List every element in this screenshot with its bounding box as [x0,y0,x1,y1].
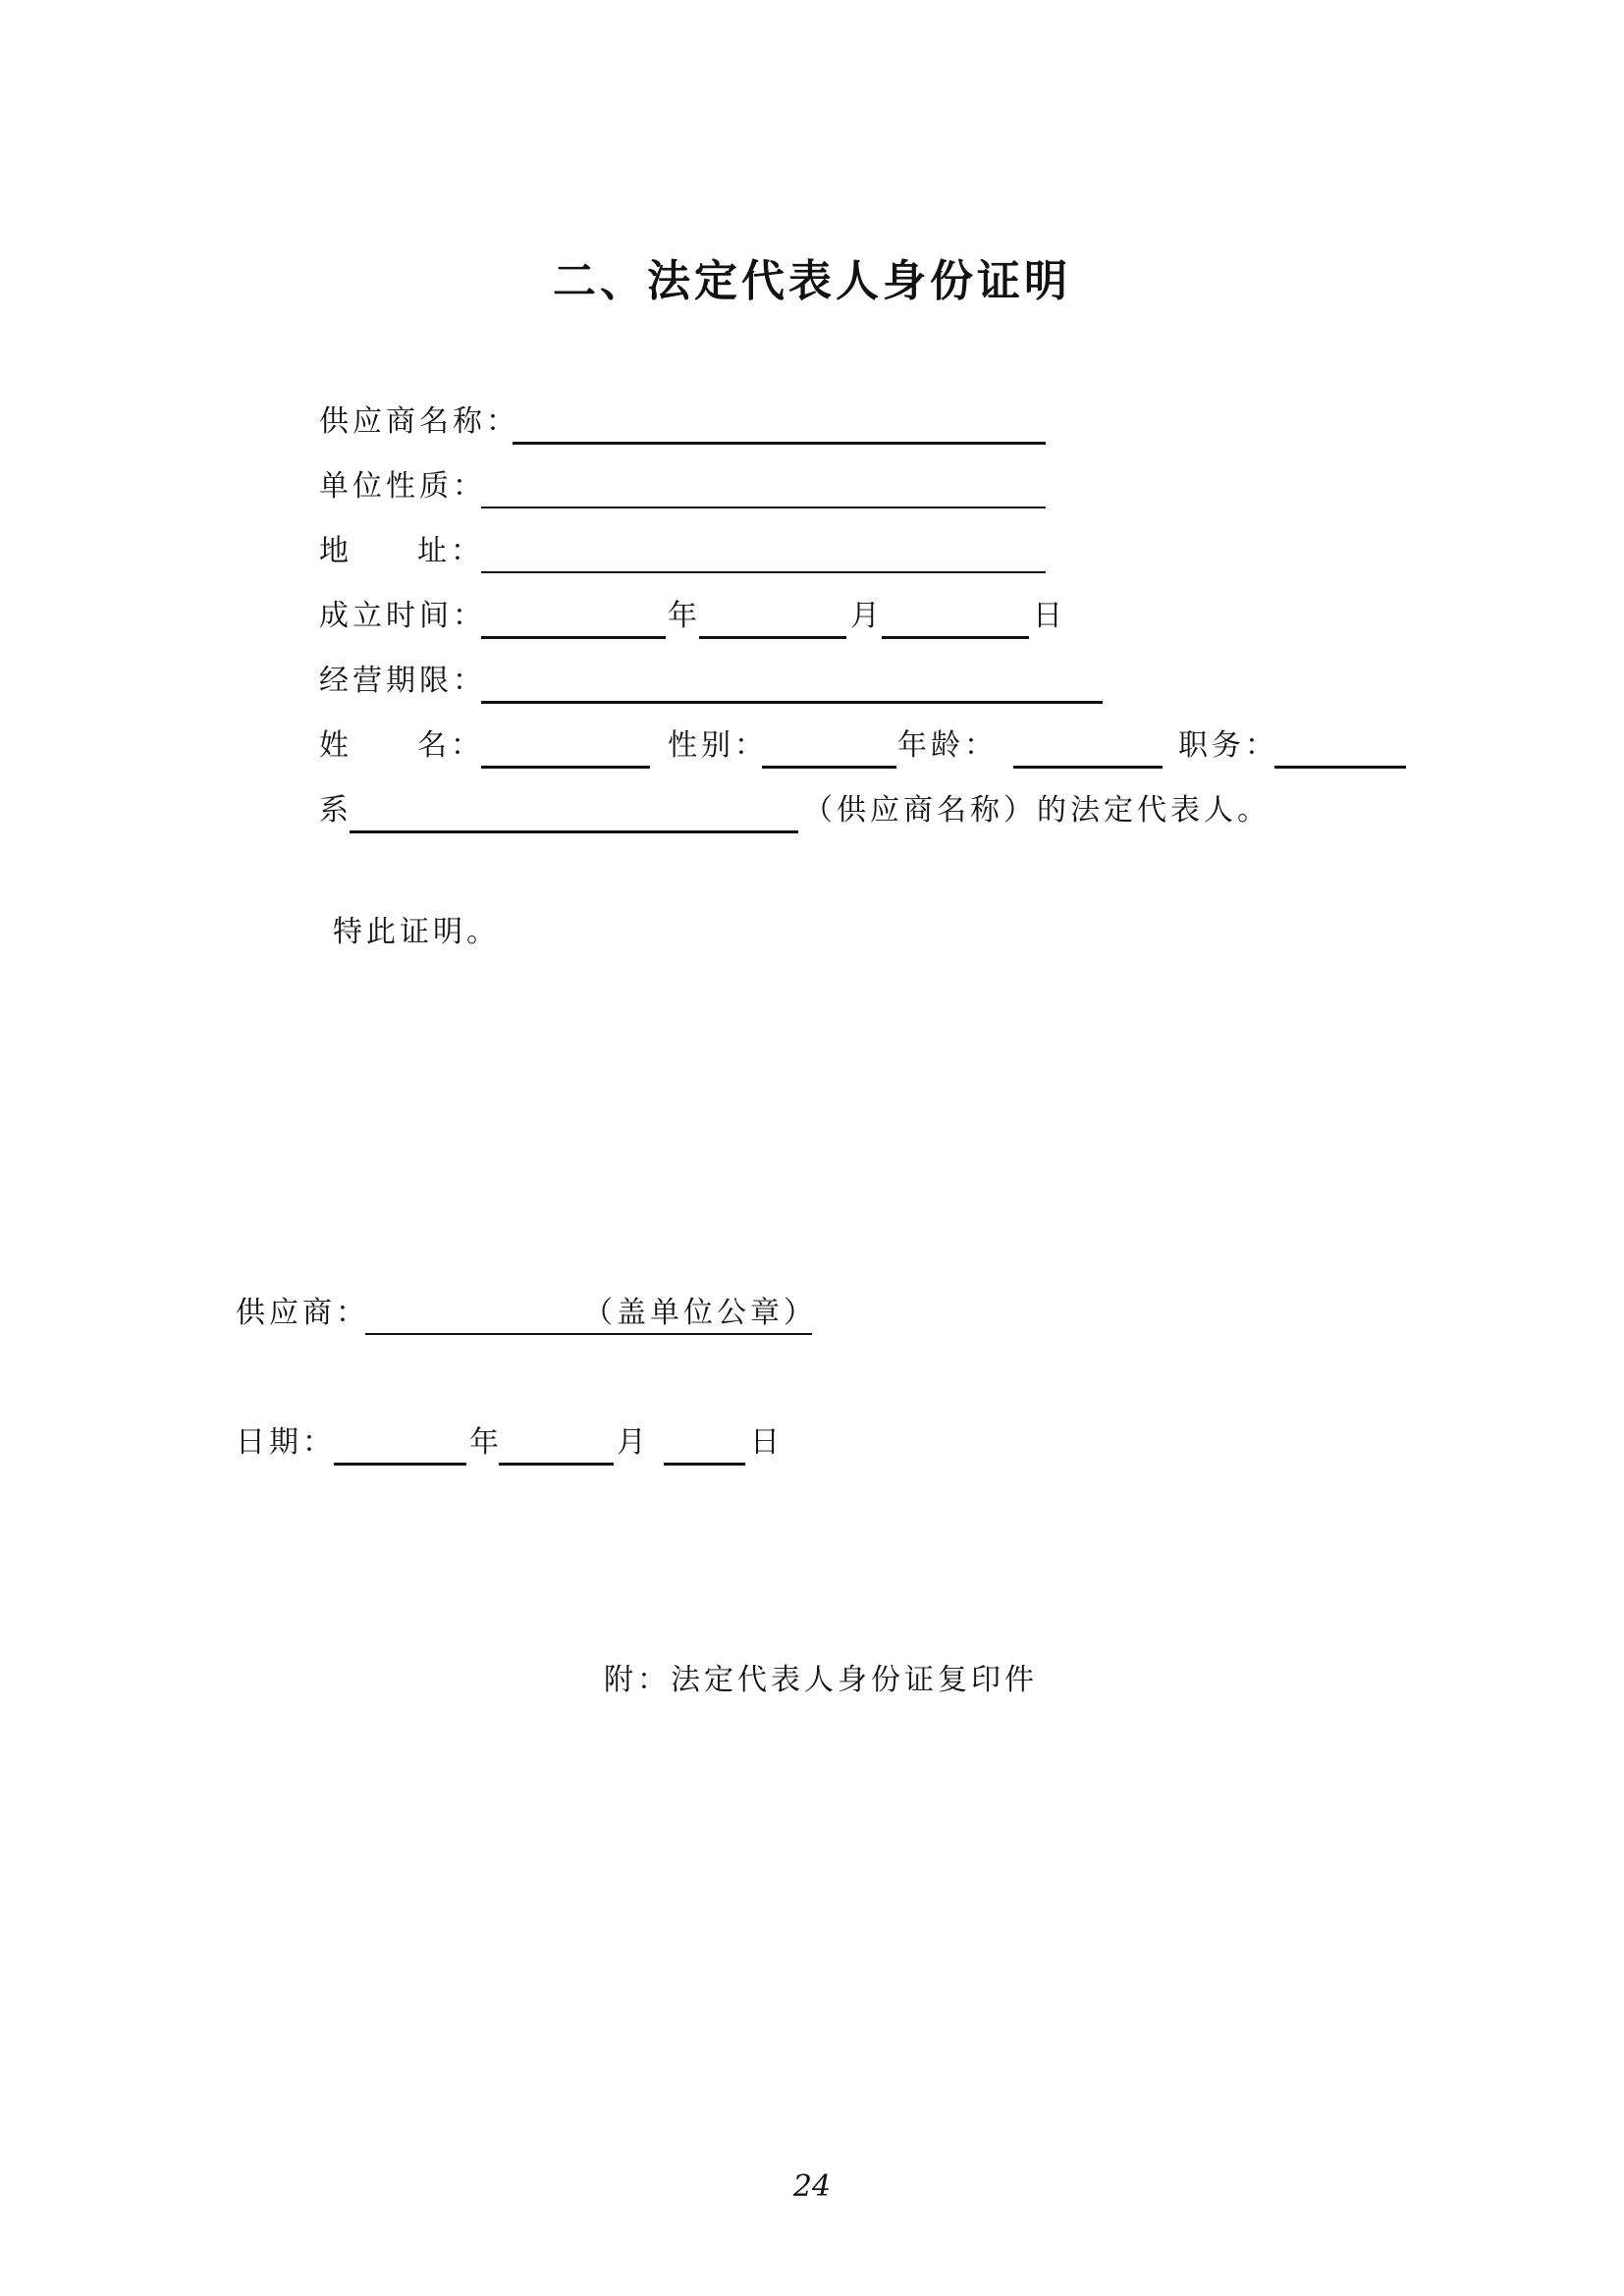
address-field[interactable] [481,530,1046,573]
established-month-label: 月 [850,599,884,633]
position-label: 职务： [1178,728,1278,763]
attachment-note: 附：法定代表人身份证复印件 [604,1663,1038,1697]
signature-month-label: 月 [617,1425,650,1460]
signature-day-label: 日 [750,1425,784,1460]
gender-field[interactable] [762,724,896,769]
name-field[interactable] [481,724,650,769]
signature-year-field[interactable] [334,1421,466,1466]
unit-nature-row [0,465,1624,514]
established-year-label: 年 [668,599,701,633]
age-field[interactable] [1013,724,1163,769]
name-label-part2: 名： [417,728,484,763]
seal-note: （盖单位公章） [583,1296,817,1330]
established-day-label: 日 [1033,599,1066,633]
signature-year-label: 年 [469,1425,503,1460]
established-month-field[interactable] [699,595,846,639]
unit-nature-field[interactable] [481,465,1046,508]
page-number: 24 [792,2169,832,2204]
relation-prefix: 系 [319,793,352,828]
operating-period-row [0,660,1624,709]
address-row [0,530,1624,579]
representative-info-row [0,724,1624,774]
age-label: 年龄： [897,728,998,763]
established-label: 成立时间： [319,599,486,633]
supplier-signature-label: 供应商： [236,1296,369,1330]
supplier-name-row [0,400,1624,450]
established-row [0,595,1624,644]
operating-period-field[interactable] [481,660,1103,704]
signature-day-field[interactable] [664,1421,745,1466]
address-label-part1: 地 [319,534,352,568]
attachment-row [0,1659,1624,1708]
page-title: 二、法定代表人身份证明 [553,256,1071,306]
address-label-part2: 址： [417,534,484,568]
supplier-name-field[interactable] [513,400,1046,445]
operating-period-label: 经营期限： [319,664,486,698]
gender-label: 性别： [668,728,768,763]
signature-date-row [0,1421,1624,1470]
supplier-signature-row [0,1292,1624,1341]
supplier-name-label: 供应商名称： [319,404,519,439]
position-field[interactable] [1274,724,1406,769]
signature-month-field[interactable] [499,1421,614,1466]
name-label-part1: 姓 [319,728,352,763]
unit-nature-label: 单位性质： [319,469,486,504]
established-day-field[interactable] [882,595,1029,639]
relation-suffix: （供应商名称）的法定代表人。 [803,793,1271,828]
signature-date-label: 日期： [236,1425,336,1460]
relation-row [0,789,1624,838]
certify-text: 特此证明。 [333,915,500,949]
established-year-field[interactable] [481,595,666,639]
certify-row [0,911,1624,960]
relation-supplier-field[interactable] [350,789,798,833]
